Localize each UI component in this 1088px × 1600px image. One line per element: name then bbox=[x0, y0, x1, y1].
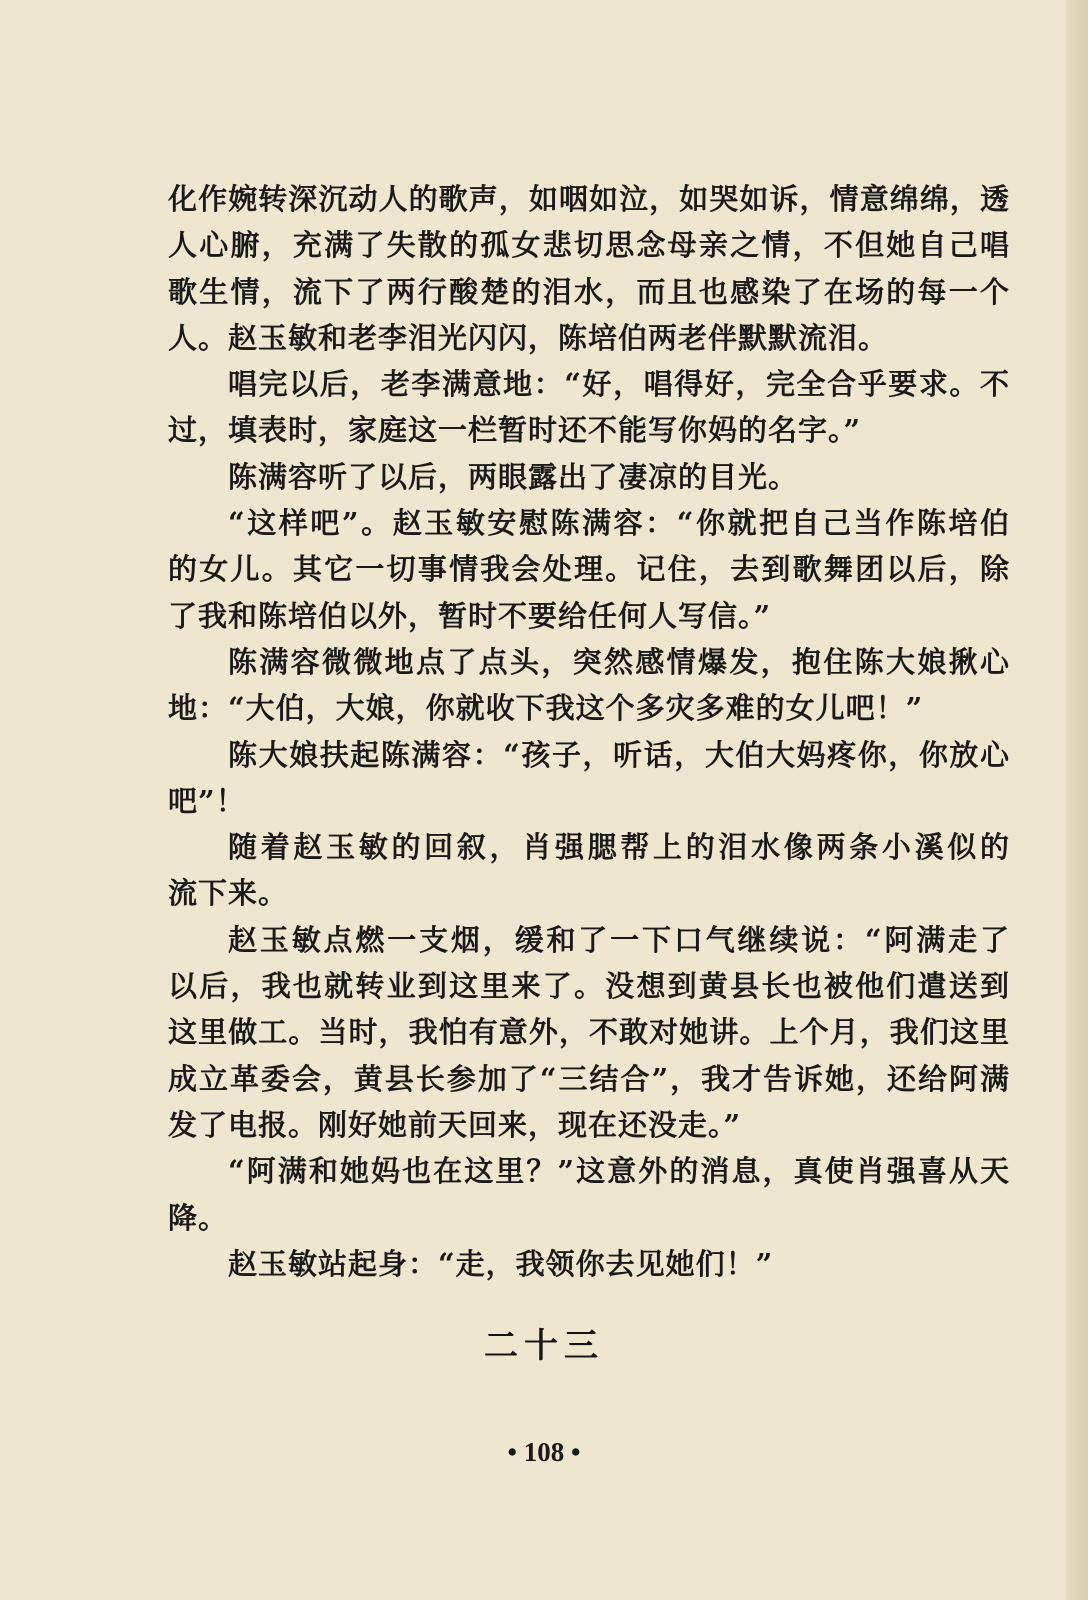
text-line: 地：“大伯，大娘，你就收下我这个多灾多难的女儿吧！” bbox=[168, 691, 924, 726]
text-line: 以后，我也就转业到这里来了。没想到黄县长也被他们遣送到 bbox=[168, 969, 1010, 1004]
text-line: 陈大娘扶起陈满容：“孩子，听话，大伯大妈疼你，你放心 bbox=[228, 737, 1010, 772]
text-line: 化作婉转深沉动人的歌声，如咽如泣，如哭如诉，情意绵绵，透 bbox=[168, 182, 1010, 216]
chapter-heading: 二十三 bbox=[484, 1326, 604, 1366]
page-number: • 108 • bbox=[507, 1437, 581, 1467]
text-line: 发了电报。刚好她前天回来，现在还没走。” bbox=[168, 1107, 742, 1142]
text-line: 成立革委会，黄县长参加了“三结合”，我才告诉她，还给阿满 bbox=[168, 1061, 1010, 1096]
text-line: 这里做工。当时，我怕有意外，不敢对她讲。上个月，我们这里 bbox=[168, 1015, 1010, 1050]
text-line: 歌生情，流下了两行酸楚的泪水，而且也感染了在场的每一个 bbox=[168, 274, 1010, 309]
text-line: 陈满容微微地点了点头，突然感情爆发，抱住陈大娘揪心 bbox=[228, 644, 1010, 679]
text-line: “这样吧”。赵玉敏安慰陈满容：“你就把自己当作陈培伯 bbox=[228, 506, 1010, 541]
text-line: 人心腑，充满了失散的孤女悲切思念母亲之情，不但她自己唱 bbox=[168, 228, 1010, 263]
text-line: 唱完以后，老李满意地：“好，唱得好，完全合乎要求。不 bbox=[228, 367, 1010, 402]
text-line: 降。 bbox=[168, 1200, 229, 1235]
text-line: 了我和陈培伯以外，暂时不要给任何人写信。” bbox=[168, 598, 772, 633]
text-line: 过，填表时，家庭这一栏暂时还不能写你妈的名字。” bbox=[168, 413, 862, 448]
text-line: 陈满容听了以后，两眼露出了凄凉的目光。 bbox=[228, 459, 799, 494]
text-line: 赵玉敏点燃一支烟，缓和了一下口气继续说：“阿满走了 bbox=[228, 922, 1010, 957]
text-line: “阿满和她妈也在这里？”这意外的消息，真使肖强喜从天 bbox=[228, 1154, 1010, 1189]
text-line: 赵玉敏站起身：“走，我领你去见她们！” bbox=[228, 1246, 774, 1281]
text-line: 吧”！ bbox=[168, 783, 246, 818]
text-line: 随着赵玉敏的回叙，肖强腮帮上的泪水像两条小溪似的 bbox=[228, 830, 1010, 865]
text-line: 流下来。 bbox=[168, 876, 289, 911]
text-line: 人。赵玉敏和老李泪光闪闪，陈培伯两老伴默默流泪。 bbox=[168, 320, 889, 355]
text-line: 的女儿。其它一切事情我会处理。记住，去到歌舞团以后，除 bbox=[168, 552, 1010, 587]
body-text bbox=[168, 176, 1010, 1287]
